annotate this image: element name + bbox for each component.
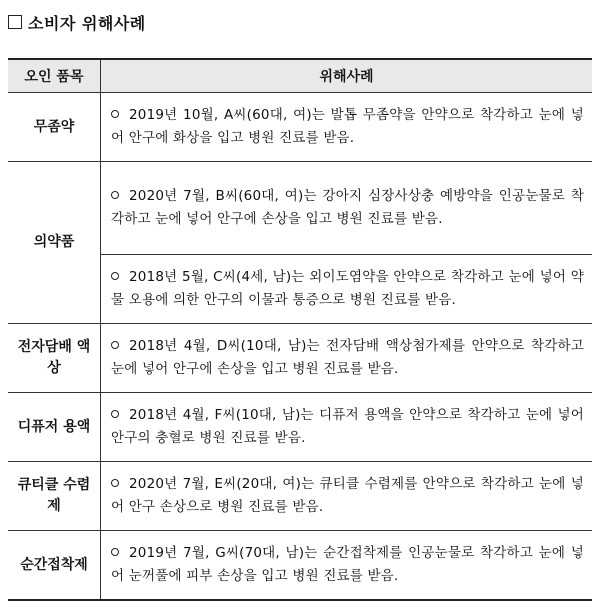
- case-cell: [101, 531, 593, 601]
- table-row: [8, 462, 592, 531]
- case-cell: [101, 393, 593, 462]
- case-cell: [101, 93, 593, 162]
- item-cell: 순간접착제: [8, 531, 101, 601]
- bullet-circle-icon: [111, 341, 119, 349]
- item-cell: 큐티클 수렴제: [8, 462, 101, 531]
- table-row: [8, 93, 592, 162]
- case-cell: [101, 255, 593, 324]
- case-text: 2020년 7월, E씨(20대, 여)는 큐티클 수렴제를 안약으로 착각하고 눈에 넣어 안구 손상으로 병원 진료를 받음.: [111, 476, 584, 515]
- case-cell: [101, 462, 593, 531]
- bullet-circle-icon: [111, 110, 119, 118]
- table-row: [8, 324, 592, 393]
- item-cell: 디퓨저 용액: [8, 393, 101, 462]
- item-cell: 의약품: [8, 162, 101, 324]
- item-cell: 전자담배 액상: [8, 324, 101, 393]
- bullet-circle-icon: [111, 272, 119, 280]
- case-cell: [101, 162, 593, 255]
- table-row: [8, 162, 592, 255]
- header-item: 오인 품목: [8, 59, 101, 93]
- case-cell: [101, 324, 593, 393]
- bullet-circle-icon: [111, 191, 119, 199]
- bullet-circle-icon: [111, 410, 119, 418]
- bullet-circle-icon: [111, 548, 119, 556]
- item-cell: 무좀약: [8, 93, 101, 162]
- table-header-row: [8, 59, 592, 93]
- section-heading: [8, 8, 146, 36]
- checkbox-square-icon: [8, 15, 22, 29]
- case-text: 2019년 10월, A씨(60대, 여)는 발톱 무좀약을 안약으로 착각하고 눈에 넣어 안구에 화상을 입고 병원 진료를 받음.: [111, 107, 584, 146]
- table-row: [8, 531, 592, 601]
- case-text: 2019년 7월, G씨(70대, 남)는 순간접착제를 인공눈물로 착각하고 눈에 넣어 눈꺼풀에 피부 손상을 입고 병원 진료를 받음.: [111, 545, 584, 584]
- table-row: [8, 393, 592, 462]
- harm-cases-table: [8, 58, 592, 601]
- case-text: 2018년 4월, D씨(10대, 남)는 전자담배 액상첨가제를 안약으로 착각하고 눈에 넣어 안구에 손상을 입고 병원 진료를 받음.: [111, 338, 584, 377]
- case-text: 2018년 5월, C씨(4세, 남)는 외이도염약을 안약으로 착각하고 눈에 넣어 약물 오용에 의한 안구의 이물과 통증으로 병원 진료를 받음.: [111, 269, 584, 308]
- case-text: 2020년 7월, B씨(60대, 여)는 강아지 심장사상충 예방약을 인공눈물로 착각하고 눈에 넣어 안구에 손상을 입고 병원 진료를 받음.: [111, 188, 584, 227]
- case-text: 2018년 4월, F씨(10대, 남)는 디퓨저 용액을 안약으로 착각하고 눈에 넣어 안구의 충혈로 병원 진료를 받음.: [111, 407, 584, 446]
- section-title: 소비자 위해사례: [28, 13, 146, 33]
- header-cases: 위해사례: [101, 59, 593, 93]
- bullet-circle-icon: [111, 479, 119, 487]
